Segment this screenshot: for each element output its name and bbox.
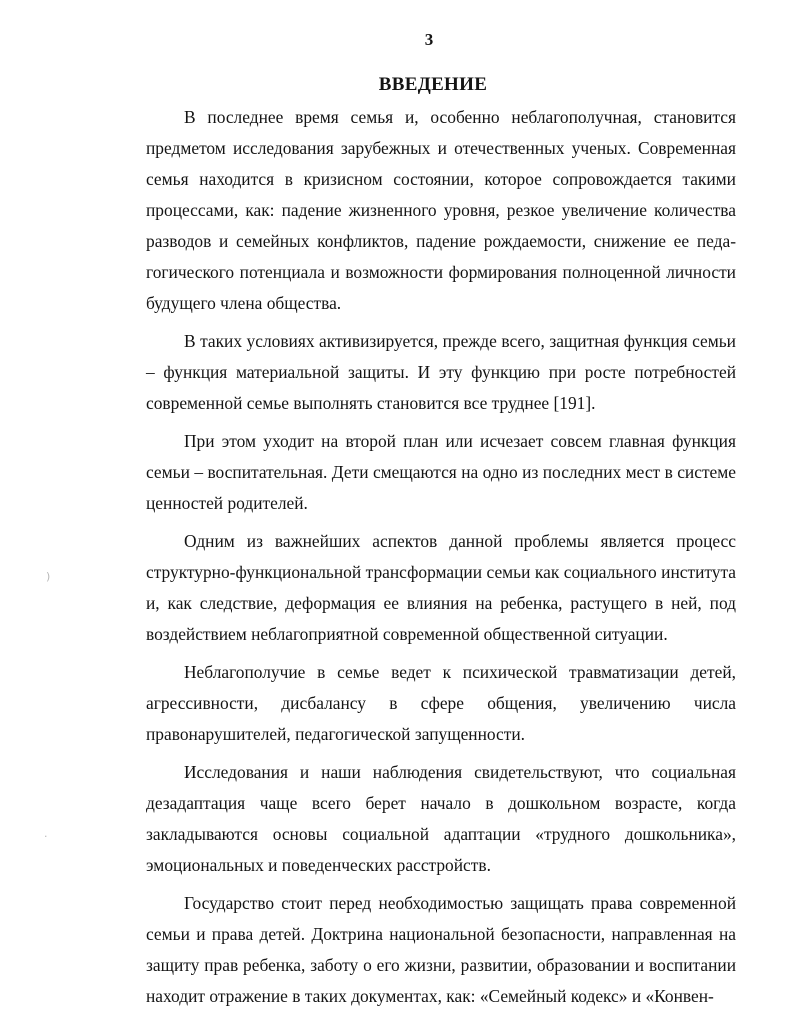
scan-margin-dot: · xyxy=(44,830,48,843)
paragraph-7: Государство стоит перед необходимостью защищать права современной семьи и права детей. Доктрина национальной безопасности, направленная на защиту прав ребенка, заботу о его жизни, развитии, образовании и воспитании находит отражение в таких документах, как: «Семейный кодекс» и «Конвен- xyxy=(146,893,736,1006)
body-text xyxy=(146,102,736,1012)
paragraph-1: В последнее время семья и, особенно неблагополучная, становится предметом исследования зарубежных и отечественных ученых. Современная семья находится в кризисном состоянии, которое сопровождается такими процессами, как: падение жизненного уровня, резкое увеличение количества разводов и семейных конфликтов, падение рождаемости, снижение ее педагогического потенциала и возможности формирования полноценной личности будущего члена общества. xyxy=(146,107,736,313)
page-number: 3 xyxy=(424,30,434,49)
paragraph-2: В таких условиях активизируется, прежде всего, защитная функция семьи – функция материальной защиты. И эту функцию при росте потребностей современной семье выполнять становится все труднее [191]. xyxy=(146,331,736,413)
scan-margin-mark: ) xyxy=(46,570,51,583)
paragraph-5: Неблагополучие в семье ведет к психической травматизации детей, агрессивности, дисбалансу в сфере общения, увеличению числа правонарушителей, педагогической запущенности. xyxy=(146,662,736,744)
page-title: ВВЕДЕНИЕ xyxy=(378,74,488,95)
paragraph-6: Исследования и наши наблюдения свидетельствуют, что социальная дезадаптация чаще всего берет начало в дошкольном возрасте, когда закладываются основы социальной адаптации «трудного дошкольника», эмоциональных и поведенческих расстройств. xyxy=(146,762,736,875)
paragraph-4: Одним из важнейших аспектов данной проблемы является процесс структурно-функциональной трансформации семьи как социального института и, как следствие, деформация ее влияния на ребенка, растущего в ней, под воздействием неблагоприятной современной общественной ситуации. xyxy=(146,531,736,644)
paragraph-3: При этом уходит на второй план или исчезает совсем главная функция семьи – воспитательная. Дети смещаются на одно из последних мест в системе ценностей родителей. xyxy=(146,431,736,513)
